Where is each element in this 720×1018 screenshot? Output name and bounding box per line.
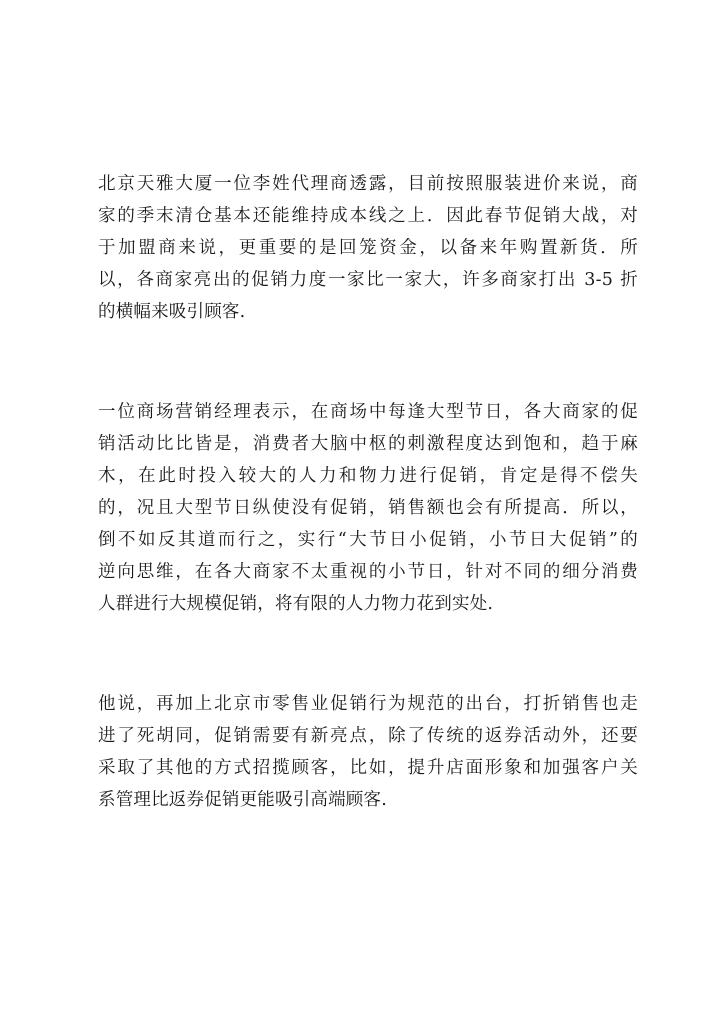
text-line: 系管理比返券促销更能吸引高端顾客. (98, 790, 387, 810)
text-line: 销活动比比皆是，消费者大脑中枢的刺激程度达到饱和，趋于麻 (98, 434, 638, 454)
text-line: 以，各商家亮出的促销力度一家比一家大，许多商家打出 3-5 折 (98, 270, 638, 290)
text-line: 木，在此时投入较大的人力和物力进行促销，肯定是得不偿失 (98, 466, 638, 486)
text-line: 逆向思维，在各大商家不太重视的小节日，针对不同的细分消费 (98, 562, 638, 582)
text-line: 倒不如反其道而行之，实行“大节日小促销，小节日大促销”的 (98, 530, 638, 550)
paragraph-2 (98, 396, 638, 620)
text-line: 于加盟商来说，更重要的是回笼资金，以备来年购置新货．所 (98, 238, 638, 258)
text-line: 采取了其他的方式招揽顾客，比如，提升店面形象和加强客户关 (98, 758, 638, 778)
text-line: 北京天雅大厦一位李姓代理商透露，目前按照服装进价来说，商 (98, 174, 638, 194)
text-line: 进了死胡同，促销需要有新亮点，除了传统的返券活动外，还要 (98, 726, 638, 746)
text-line: 他说，再加上北京市零售业促销行为规范的出台，打折销售也走 (98, 694, 638, 714)
paragraph-3 (98, 688, 638, 816)
text-line: 的，况且大型节日纵使没有促销，销售额也会有所提高．所以， (98, 498, 638, 518)
text-line: 的横幅来吸引顾客. (98, 302, 246, 322)
text-line: 家的季末清仓基本还能维持成本线之上．因此春节促销大战，对 (98, 206, 638, 226)
text-line: 一位商场营销经理表示，在商场中每逢大型节日，各大商家的促 (98, 402, 638, 422)
text-line: 人群进行大规模促销，将有限的人力物力花到实处. (98, 594, 494, 614)
paragraph-1 (98, 168, 638, 328)
